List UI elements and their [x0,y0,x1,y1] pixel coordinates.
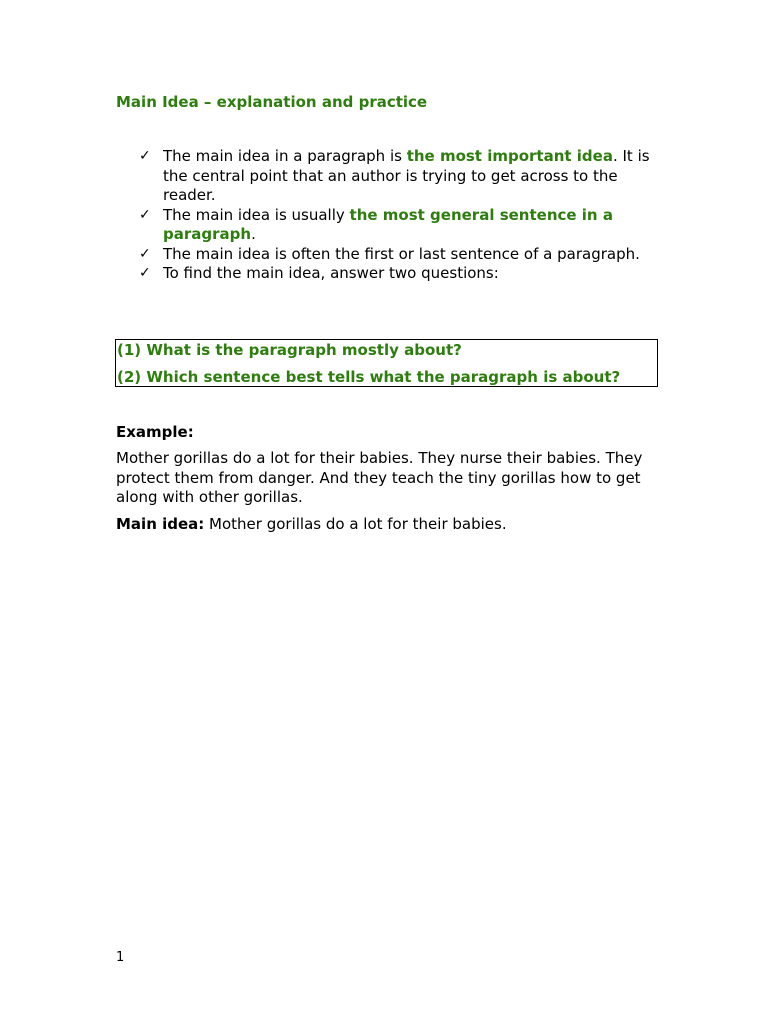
example-paragraph: Mother gorillas do a lot for their babies. They nurse their babies. They protect them from danger. And they teach the tiny gorillas how to get along with other gorillas. [116,449,643,506]
bullet-text-tail: . It is the central point that an author is trying to get across to the reader. [163,147,650,204]
bullet-text: The main idea is usually [163,205,350,224]
bullet-text-tail: . [251,225,256,243]
main-idea-label: Main idea: [116,515,205,533]
page-title: Main Idea – explanation and practice [116,93,428,111]
bullet-text: The main idea is often the first or last sentence of a paragraph. [163,244,640,263]
bullet-item [116,147,656,206]
question-1: (1) What is the paragraph mostly about? [117,341,462,359]
bullet-highlight: the most important idea [406,147,613,165]
bullet-item [116,206,656,245]
main-idea-line [116,515,507,533]
bullet-item [116,264,656,284]
page-number: 1 [116,950,125,965]
checkmark-icon: ✓ [139,148,151,164]
bullet-highlight: the most general sentence in a paragraph [163,205,613,243]
main-idea-text: Mother gorillas do a lot for their babies. [204,515,507,533]
bullet-text: The main idea in a paragraph is [163,147,407,165]
bullet-list [116,147,656,284]
checkmark-icon: ✓ [139,245,151,262]
question-2: (2) Which sentence best tells what the paragraph is about? [117,368,621,386]
checkmark-icon: ✓ [139,206,151,223]
bullet-text: To find the main idea, answer two questions: [163,264,499,282]
checkmark-icon: ✓ [139,265,151,281]
bullet-item [116,245,656,265]
example-heading: Example: [116,423,194,441]
questions-box [115,339,658,387]
